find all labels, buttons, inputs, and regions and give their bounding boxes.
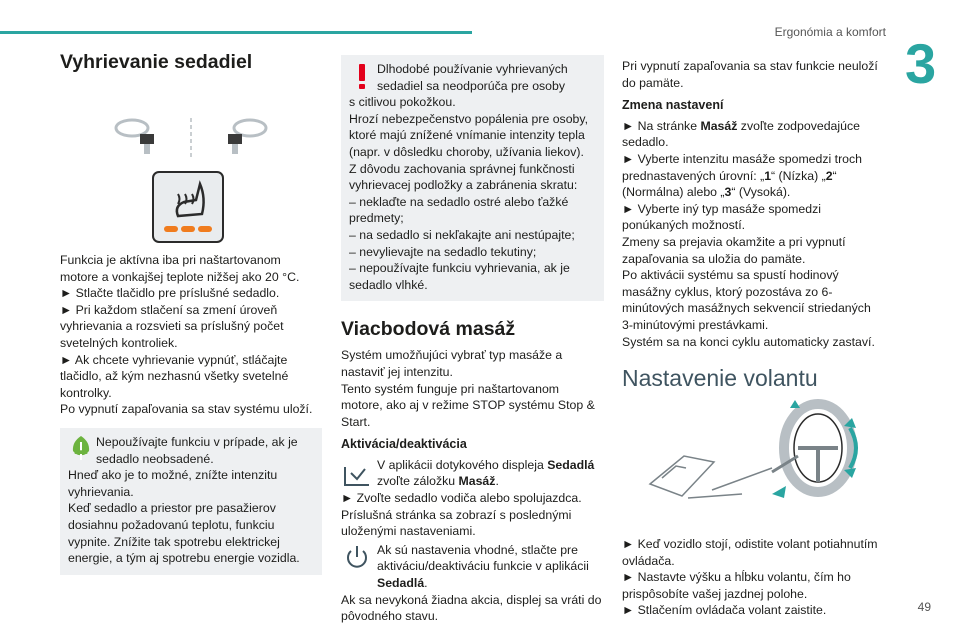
chapter-number: 3 xyxy=(905,32,937,95)
text-heating-step1: ► Stlačte tlačidlo pre príslušné sedadlo. xyxy=(60,286,280,301)
warning-box xyxy=(341,55,604,301)
heading-massage: Viacbodová masáž xyxy=(341,318,516,341)
text-heating-step2: ► Pri každom stlačení sa zmení úroveň vyhrievania a rozsvieti sa príslušný počet svetelných kontroliek. xyxy=(60,302,284,350)
subheading-activation: Aktivácia/deaktivácia xyxy=(341,437,467,452)
text-change-step2: ► Vyberte intenzitu masáže spomedzi troch prednastavených úrovní: „1“ (Nízka) „2“ (Normálna) alebo „3“ (Vysoká). xyxy=(622,151,862,200)
text-auto-stop: Systém sa na konci cyklu automaticky zastaví. xyxy=(622,334,875,349)
column-steering xyxy=(622,58,884,619)
leaf-icon xyxy=(68,434,96,464)
steering-wheel-illustration xyxy=(622,398,884,516)
text-heating-step3: ► Ak chcete vyhrievanie vypnúť, stláčajte tlačidlo, až kým nezhasnú všetky svetelné kontrolky. xyxy=(60,352,289,400)
steering-wheel-icon xyxy=(772,404,852,492)
text-steering-step3: ► Stlačením ovládača volant zaistite. xyxy=(622,603,827,618)
heated-seat-button-icon xyxy=(153,172,223,242)
warning-line6: – nevylievajte na sedadlo tekutiny; xyxy=(349,244,537,259)
heading-steering-wheel: Nastavenie volantu xyxy=(622,365,818,392)
eco-tip-line1: Hneď ako je to možné, znížte intenzitu vyhrievania. xyxy=(68,468,278,499)
eco-tip-box xyxy=(60,428,322,575)
steering-lever-icon xyxy=(650,456,772,498)
text-power-instruction: Ak sú nastavenia vhodné, stlačte pre aktiváciu/deaktiváciu funkcie v aplikácii Sedadlá. xyxy=(377,542,589,591)
text-change-step3: ► Vyberte iný typ masáže spomedzi ponúkaných možností. xyxy=(622,201,821,233)
column-massage xyxy=(341,55,604,625)
text-select-seat: ► Zvoľte sedadlo vodiča alebo spolujazdca. xyxy=(341,491,582,506)
warning-line4: – neklaďte na sedadlo ostré alebo ťažké predmety; xyxy=(349,194,569,226)
header-accent-bar xyxy=(0,31,472,34)
column-seat-heating xyxy=(60,50,322,575)
right-steering-wheel-icon xyxy=(228,120,266,154)
text-changes-saved: Zmeny sa prejavia okamžite a pri vypnutí zapaľovania sa uložia do pamäte. xyxy=(622,234,846,266)
warning-line5: – na sedadlo si nekľakajte ani nestúpajte; xyxy=(349,227,575,242)
seat-heating-illustration xyxy=(60,80,322,244)
text-heating-condition: Funkcia je aktívna iba pri naštartovanom motore a vonkajšej teplote nižšej ako 20 °C. xyxy=(60,253,300,284)
warning-line7: – nepoužívajte funkciu vyhrievania, ak je sedadlo vlhké. xyxy=(349,261,570,292)
text-massage-intro: Systém umožňujúci vybrať typ masáže a nastaviť jej intenzitu. xyxy=(341,348,563,379)
page-number: 49 xyxy=(917,600,931,614)
subheading-change-settings: Zmena nastavení xyxy=(622,98,724,113)
left-steering-wheel-icon xyxy=(116,120,154,154)
steering-adjust-diagram xyxy=(622,398,884,516)
touch-screen-icon xyxy=(341,457,377,489)
warning-line3: Z dôvodu zachovania správnej funkčnosti vyhrievacej podložky a zabránenia skratu: xyxy=(349,161,578,193)
text-steering-step1: ► Keď vozidlo stojí, odistite volant potiahnutím ovládača. xyxy=(622,537,878,568)
text-not-saved: Pri vypnutí zapaľovania sa stav funkcie neuloží do pamäte. xyxy=(622,59,878,90)
power-icon xyxy=(341,542,377,574)
text-heating-memory: Po vypnutí zapaľovania sa stav systému uloží. xyxy=(60,402,313,417)
text-steering-step2: ► Nastavte výšku a hĺbku volantu, čím ho prispôsobíte vašej jazdnej polohe. xyxy=(622,570,851,601)
text-page-displayed: Príslušná stránka sa zobrazí s poslednými uloženými nastaveniami. xyxy=(341,507,572,539)
warning-line2: Hrozí nebezpečenstvo popálenia pre osoby, ktoré majú znížené vnímanie intenzity tepla (napr. v dôsledku choroby, užívania liekov). xyxy=(349,111,589,159)
eco-tip-head: Nepoužívajte funkciu v prípade, ak je sedadlo neobsadené. xyxy=(96,434,298,466)
warning-line1: s citlivou pokožkou. xyxy=(349,95,456,110)
text-change-step1: ► Na stránke Masáž zvoľte zodpovedajúce sedadlo. xyxy=(622,118,860,150)
text-no-action: Ak sa nevykoná žiadna akcia, displej sa vráti do pôvodného stavu. xyxy=(341,592,602,624)
text-touch-instruction: V aplikácii dotykového displeja Sedadlá zvoľte záložku Masáž. xyxy=(377,457,595,489)
warning-icon xyxy=(349,61,377,91)
eco-tip-line2: Keď sedadlo a priestor pre pasažierov dosiahnu požadovanú teplotu, funkciu vypnite. Znížite tak spotrebu elektrickej energie, a tým aj spotrebu energie vozidla. xyxy=(68,501,300,566)
section-title: Ergonómia a komfort xyxy=(774,25,886,39)
heading-seat-heating: Vyhrievanie sedadiel xyxy=(60,51,253,73)
seat-heating-diagram xyxy=(60,80,322,244)
text-massage-cycle: Po aktivácii systému sa spustí hodinový masážny cyklus, ktorý pozostáva zo 6-minútových masážnych sekvencií striedaných 3-minútovými prestávkami. xyxy=(622,268,871,332)
text-massage-engine: Tento systém funguje pri naštartovanom motore, ako aj v režime STOP systému Stop & Start. xyxy=(341,381,595,429)
warning-head: Dlhodobé používanie vyhrievaných sedadiel sa neodporúča pre osoby xyxy=(377,62,568,93)
